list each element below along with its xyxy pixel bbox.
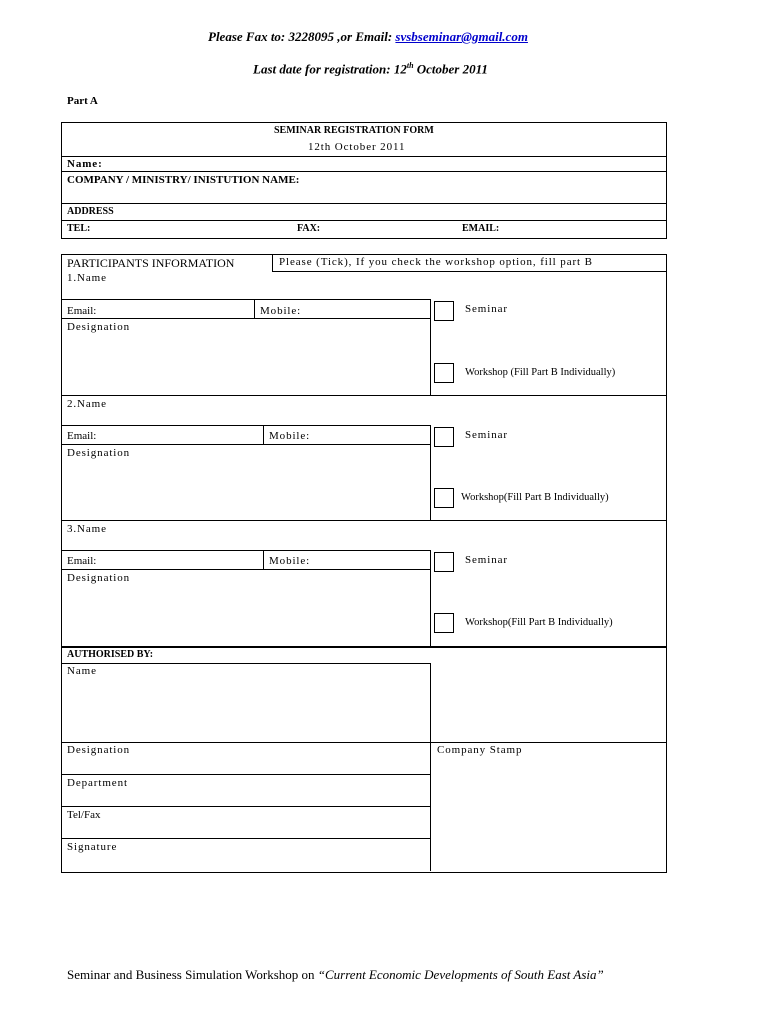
authoriser-signature-label: Signature [67,841,118,853]
workshop-option-label: Workshop(Fill Part B Individually) [465,617,613,628]
authorised-by-heading: AUTHORISED BY: [67,649,154,660]
authoriser-designation-label: Designation [67,744,131,756]
participant-designation-label: Designation [67,447,131,459]
seminar-checkbox[interactable] [434,301,454,321]
tick-instruction: Please (Tick), If you check the workshop option, fill part B [279,256,593,268]
workshop-checkbox[interactable] [434,363,454,383]
participant-designation-label: Designation [67,321,131,333]
participants-table [61,254,667,648]
part-a-label: Part A [67,95,98,107]
form-title: SEMINAR REGISTRATION FORM [274,125,434,136]
deadline-text: Last date for registration: 12 [253,61,407,77]
footer-prefix: Seminar and Business Simulation Workshop on [67,967,318,982]
participant-mobile-label: Mobile: [269,555,311,567]
seminar-checkbox[interactable] [434,427,454,447]
authoriser-telfax-label: Tel/Fax [67,809,101,821]
authoriser-name-label: Name [67,665,97,677]
participant-name-label: 1.Name [67,272,107,284]
name-label: Name: [67,158,103,170]
participant-email-label: Email: [67,430,97,442]
deadline-month-year: October 2011 [413,61,488,77]
footer-text [67,967,604,983]
seminar-option-label: Seminar [465,429,508,441]
participant-email-label: Email: [67,305,97,317]
footer-title: “Current Economic Developments of South East Asia” [317,967,604,982]
contact-email-link[interactable]: svsbseminar@gmail.com [395,29,528,44]
authoriser-department-label: Department [67,777,128,789]
participant-name-label: 3.Name [67,523,107,535]
seminar-option-label: Seminar [465,554,508,566]
seminar-option-label: Seminar [465,303,508,315]
participant-mobile-label: Mobile: [269,430,311,442]
workshop-option-label: Workshop(Fill Part B Individually) [461,492,609,503]
participants-heading: PARTICIPANTS INFORMATION [67,256,235,270]
email-label: EMAIL: [462,223,500,234]
workshop-checkbox[interactable] [434,613,454,633]
company-label: COMPANY / MINISTRY/ INISTUTION NAME: [67,174,300,186]
participant-mobile-label: Mobile: [260,305,302,317]
participant-designation-label: Designation [67,572,131,584]
participant-email-label: Email: [67,555,97,567]
address-label: ADDRESS [67,206,114,217]
participant-name-label: 2.Name [67,398,107,410]
seminar-checkbox[interactable] [434,552,454,572]
form-date: 12th October 2011 [308,141,406,153]
fax-instruction-text: Please Fax to: 3228095 ,or Email: [208,29,396,44]
company-stamp-label: Company Stamp [437,744,523,756]
deadline-superscript: th [406,61,414,70]
workshop-option-label: Workshop (Fill Part B Individually) [465,367,616,378]
fax-label: FAX: [297,223,321,234]
registration-deadline [253,61,488,77]
workshop-checkbox[interactable] [434,488,454,508]
tel-label: TEL: [67,223,91,234]
fax-instruction [208,29,528,45]
